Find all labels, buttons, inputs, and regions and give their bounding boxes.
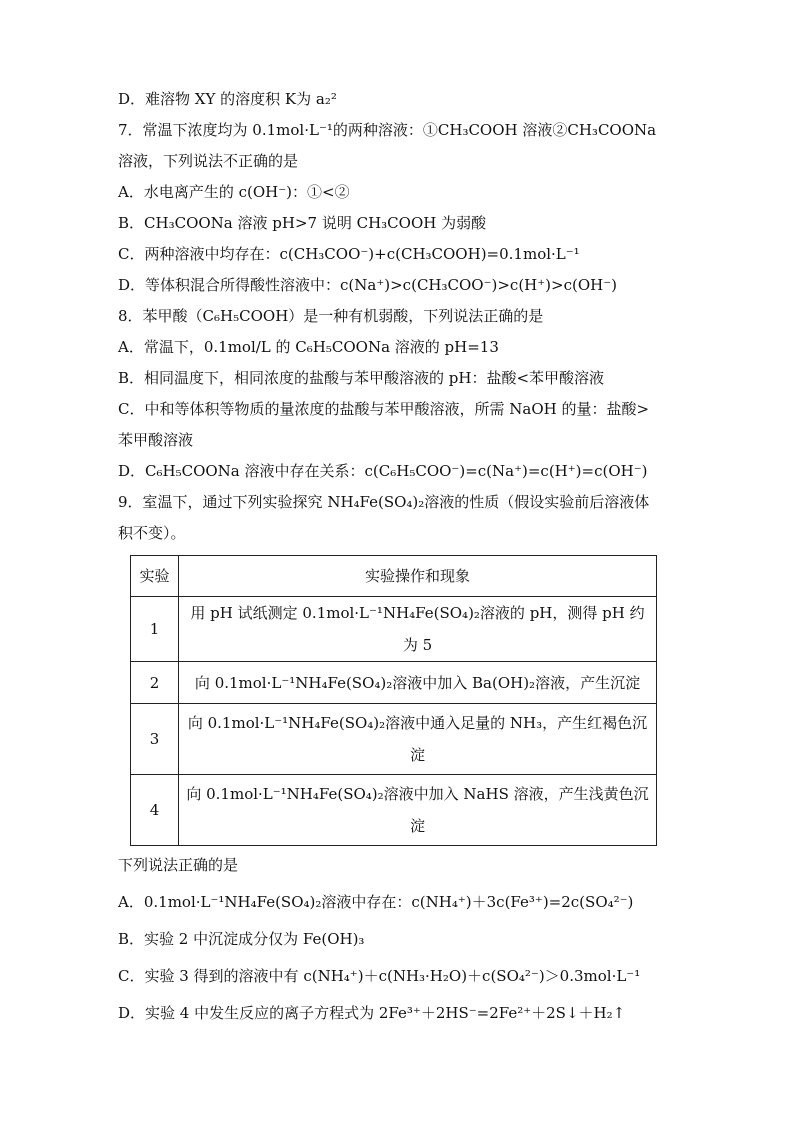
q9-prompt: 下列说法正确的是 [118, 856, 239, 874]
table-row [131, 662, 657, 704]
q8-option-c: C．中和等体积等物质的量浓度的盐酸与苯甲酸溶液，所需 NaOH 的量：盐酸> [118, 400, 650, 418]
text-line: D．难溶物 XY 的溶度积 K为 a₂² [118, 90, 337, 108]
table-cell-num: 4 [131, 775, 179, 846]
q7-option-c: C．两种溶液中均存在：c(CH₃COO⁻)+c(CH₃COOH)=0.1mol·L⁻¹ [118, 245, 580, 263]
text-block-bottom [118, 850, 678, 1029]
table-header-cell: 实验操作和现象 [179, 556, 657, 597]
q9-option-c: C．实验 3 得到的溶液中有 c(NH₄⁺)＋c(NH₃·H₂O)＋c(SO₄²⁻)＞0.3mol·L⁻¹ [118, 967, 641, 985]
question-9-stem-cont: 积不变）。 [118, 524, 186, 542]
question-9-stem: 9．室温下，通过下列实验探究 NH₄Fe(SO₄)₂溶液的性质（假设实验前后溶液体 [118, 493, 650, 511]
q8-option-d: D．C₆H₅COONa 溶液中存在关系：c(C₆H₅COO⁻)=c(Na⁺)=c(H⁺)=c(OH⁻) [118, 462, 648, 480]
q9-option-b: B．实验 2 中沉淀成分仅为 Fe(OH)₃ [118, 930, 365, 948]
table-cell-line: 向 0.1mol·L⁻¹NH₄Fe(SO₄)₂溶液中加入 NaHS 溶液，产生浅黄色沉 [186, 785, 649, 803]
table-cell-num: 1 [131, 597, 179, 662]
question-7-stem: 7．常温下浓度均为 0.1mol·L⁻¹的两种溶液：①CH₃COOH 溶液②CH₃COONa [118, 121, 657, 139]
table-cell-text: 向 0.1mol·L⁻¹NH₄Fe(SO₄)₂溶液中加入 Ba(OH)₂溶液，产生沉淀 [179, 662, 657, 704]
table-row [131, 597, 657, 662]
q8-option-b: B．相同温度下，相同浓度的盐酸与苯甲酸溶液的 pH：盐酸<苯甲酸溶液 [118, 369, 605, 387]
table-header-cell: 实验 [131, 556, 179, 597]
text-block-top [118, 84, 678, 549]
q9-option-a: A．0.1mol·L⁻¹NH₄Fe(SO₄)₂溶液中存在：c(NH₄⁺)＋3c(Fe³⁺)=2c(SO₄²⁻) [118, 893, 634, 911]
question-8-stem: 8．苯甲酸（C₆H₅COOH）是一种有机弱酸，下列说法正确的是 [118, 307, 544, 325]
question-7-stem-cont: 溶液，下列说法不正确的是 [118, 152, 299, 170]
q8-option-c-cont: 苯甲酸溶液 [118, 431, 194, 449]
table-cell-line: 淀 [409, 817, 425, 835]
q7-option-b: B．CH₃COONa 溶液 pH>7 说明 CH₃COOH 为弱酸 [118, 214, 487, 232]
q8-option-a: A．常温下，0.1mol/L 的 C₆H₅COONa 溶液的 pH=13 [118, 338, 499, 356]
q9-option-d: D．实验 4 中发生反应的离子方程式为 2Fe³⁺＋2HS⁻=2Fe²⁺＋2S↓＋H₂↑ [118, 1004, 626, 1022]
table-cell-num: 3 [131, 704, 179, 775]
table-cell-text: 用 pH 试纸测定 0.1mol·L⁻¹NH₄Fe(SO₄)₂溶液的 pH，测得 pH 约为 5 [179, 597, 657, 662]
table-cell-num: 2 [131, 662, 179, 704]
document-page [118, 84, 678, 1029]
table-cell-text [179, 704, 657, 775]
table-cell-text [179, 775, 657, 846]
table-header-row [131, 556, 657, 597]
q7-option-a: A．水电离产生的 c(OH⁻)：①<② [118, 183, 350, 201]
experiment-table [130, 555, 657, 846]
table-row [131, 704, 657, 775]
q7-option-d: D．等体积混合所得酸性溶液中：c(Na⁺)>c(CH₃COO⁻)>c(H⁺)>c(OH⁻) [118, 276, 617, 294]
table-row [131, 775, 657, 846]
table-cell-line: 向 0.1mol·L⁻¹NH₄Fe(SO₄)₂溶液中通入足量的 NH₃，产生红褐色沉 [187, 714, 648, 732]
table-cell-line: 淀 [409, 746, 425, 764]
